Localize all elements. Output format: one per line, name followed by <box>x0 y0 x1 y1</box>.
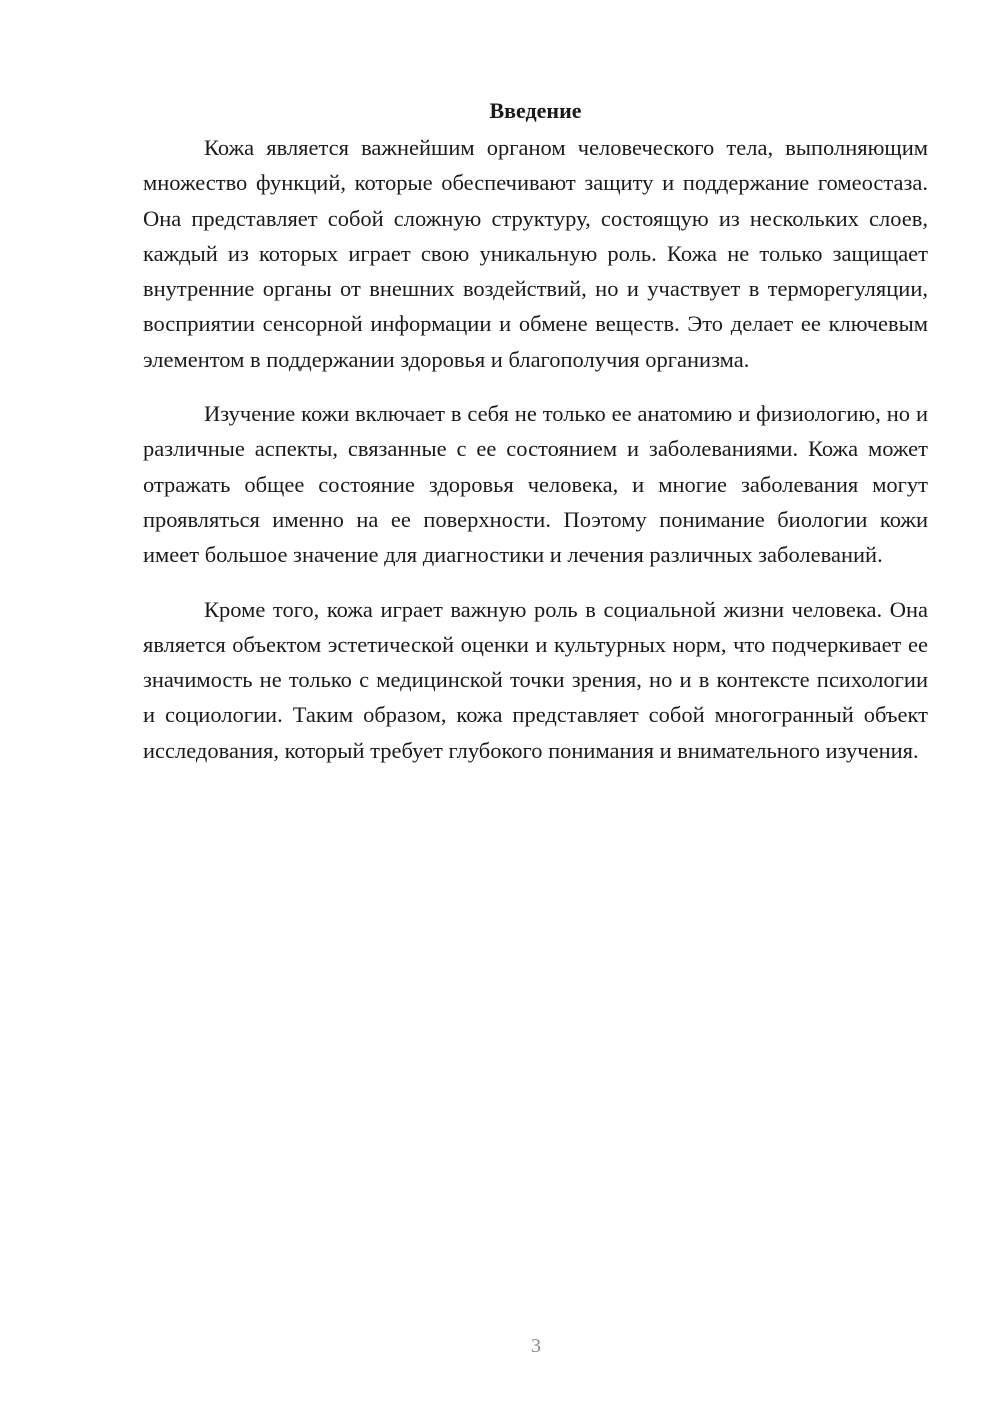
page-content <box>143 96 928 787</box>
paragraph-2: Изучение кожи включает в себя не только ее анатомию и физиологию, но и различные аспекты, связанные с ее состоянием и заболеваниями. Кожа может отражать общее состояние здоровья человека, и многие заболевания могут проявляться именно на ее поверхности. Поэтому понимание биологии кожи имеет большое значение для диагностики и лечения различных заболеваний. <box>143 401 928 568</box>
section-heading: Введение <box>489 98 582 123</box>
paragraph-3: Кроме того, кожа играет важную роль в социальной жизни человека. Она является объектом эстетической оценки и культурных норм, что подчеркивает ее значимость не только с медицинской точки зрения, но и в контексте психологии и социологии. Таким образом, кожа представляет собой многогранный объект исследования, который требует глубокого понимания и внимательного изучения. <box>143 596 928 763</box>
paragraph-1: Кожа является важнейшим органом человеческого тела, выполняющим множество функций, которые обеспечивают защиту и поддержание гомеостаза. Она представляет собой сложную структуру, состоящую из нескольких слоев, каждый из которых играет свою уникальную роль. Кожа не только защищает внутренние органы от внешних воздействий, но и участвует в терморегуляции, восприятии сенсорной информации и обмене веществ. Это делает ее ключевым элементом в поддержании здоровья и благополучия организма. <box>143 135 928 372</box>
page-number: 3 <box>531 1335 541 1357</box>
